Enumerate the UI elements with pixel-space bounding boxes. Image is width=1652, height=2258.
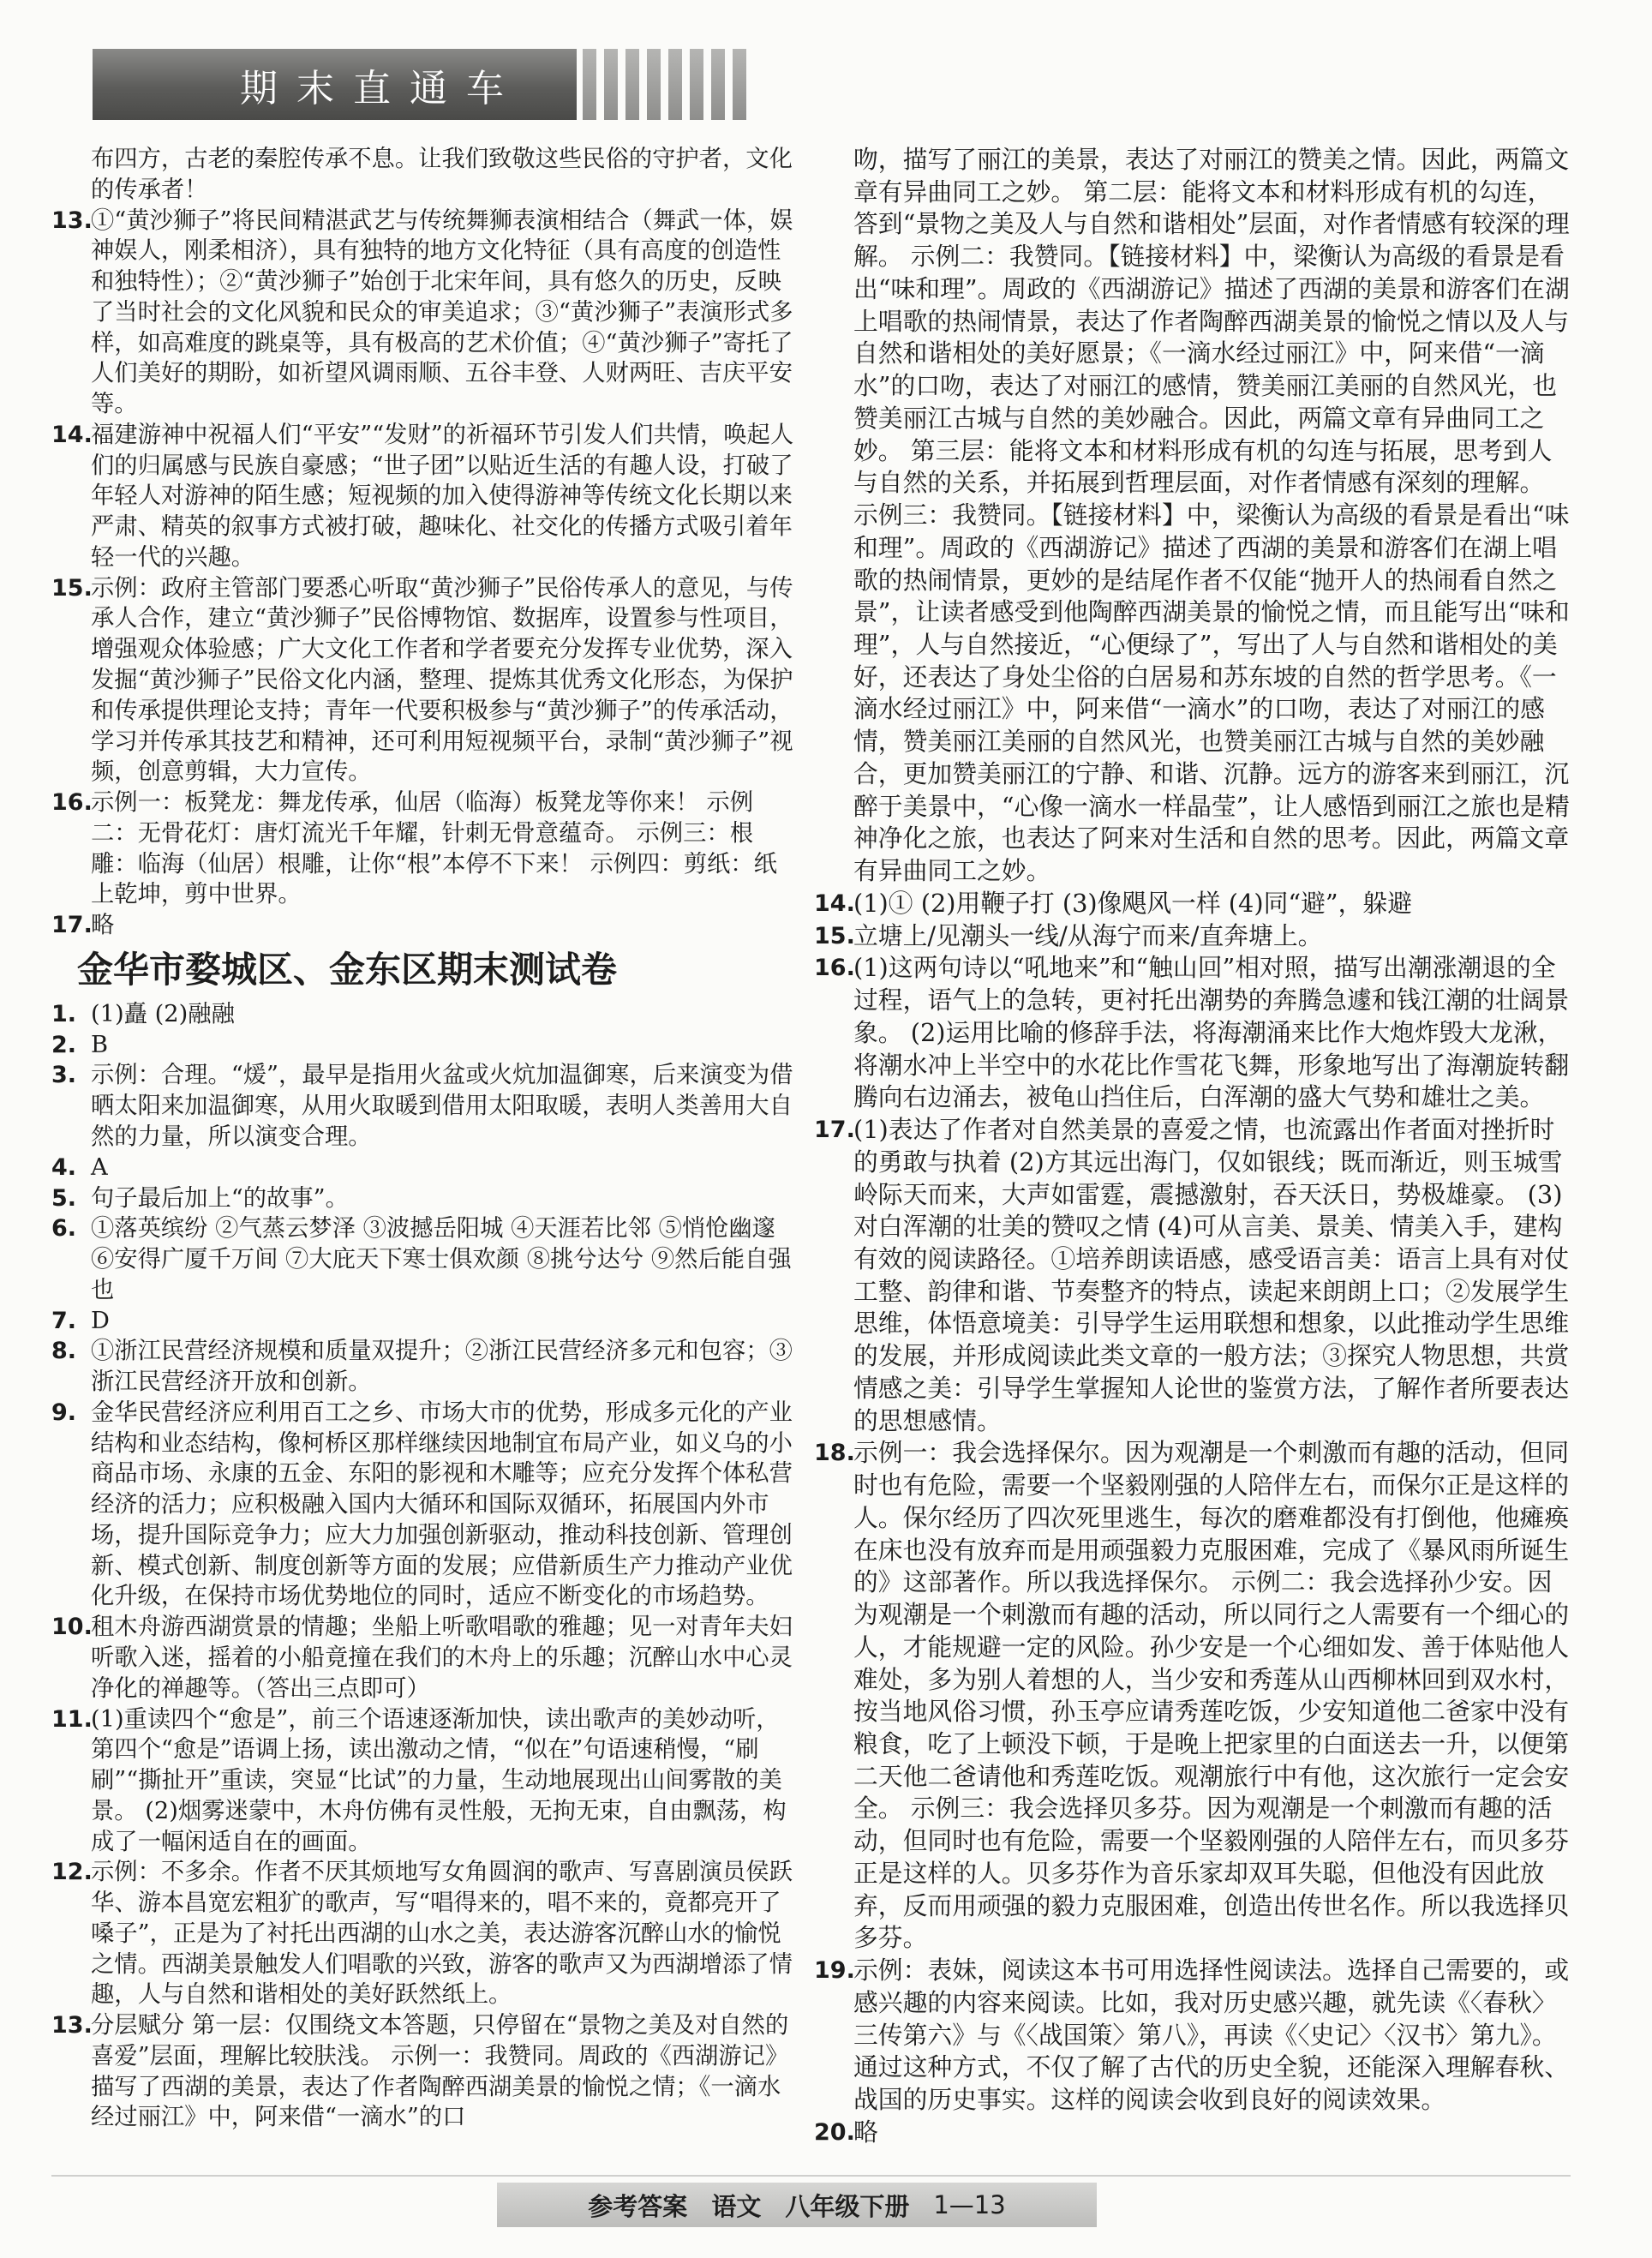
answer-text: 示例：不多余。作者不厌其烦地写女角圆润的歌声、写喜剧演员侯跃华、游本昌宽宏粗犷的歌声，写“唱得来的，唱不来的，竟都亮开了嗓子”，正是为了衬托出西湖的山水之美，表达游客沉醉山水的愉悦之情。西湖美景触发人们唱歌的兴致，游客的歌声又为西湖增添了情趣，人与自然和谐相处的美好跃然纸上。 xyxy=(91,1859,793,2009)
answer-text: 示例一：我会选择保尔。因为观潮是一个刺激而有趣的活动，但同时也有危险，需要一个坚毅刚强的人陪伴左右，而保尔正是这样的人。保尔经历了四次死里逃生，每次的磨难都没有打倒他，他瘫痪在床也没有放弃而是用顽强毅力克服困难，完成了《暴风雨所诞生的》这部著作。所以我选择保尔。 示例二：我会选择孙少安。因为观潮是一个刺激而有趣的活动，所以同行之人需要有一个细心的人，才能规避一定的风险。孙少安是一个心细如发、善于体贴他人难处，多为别人着想的人，当少安和秀莲从山西柳林回到双水村，按当地风俗习惯，孙玉亭应请秀莲吃饭，少安知道他二爸家中没有粮食，吃了上顿没下顿，于是晚上把家里的白面送去一升，以便第二天他二爸请他和秀莲吃饭。观潮旅行中有他，这次旅行一定会安全。 示例三：我会选择贝多芬。因为观潮是一个刺激而有趣的活动，但同时也有危险，需要一个坚毅刚强的人陪伴左右，而贝多芬正是这样的人。贝多芬作为音乐家却双耳失聪，但他没有因此放弃，反而用顽强的毅力克服困难，创造出传世名作。所以我选择贝多芬。 xyxy=(853,1438,1570,1953)
answer-number: 4. xyxy=(51,1153,77,1181)
answer-item xyxy=(51,1398,799,1612)
answer-text: 略 xyxy=(853,2117,878,2147)
footer-subject: 语文 xyxy=(711,2191,762,2221)
answer-number: 9. xyxy=(51,1399,77,1426)
answer-text: 示例：政府主管部门要悉心听取“黄沙狮子”民俗传承人的意见，与传承人合作，建立“黄沙狮子”民俗博物馆、数据库，设置参与性项目，增强观众体验感；广大文化工作者和学者要充分发挥专业优势，深入发掘“黄沙狮子”民俗文化内涵，整理、提炼其优秀文化形态，为保护和传承提供理论支持；青年一代要积极参与“黄沙狮子”的传承活动，学习并传承其技艺和精神，还可利用短视频平台，录制“黄沙狮子”视频，创意剪辑，大力宣传。 xyxy=(91,574,793,786)
answer-text: 句子最后加上“的故事”。 xyxy=(91,1184,349,1212)
answer-item xyxy=(51,999,799,1030)
header-stripes xyxy=(583,49,746,120)
answer-item xyxy=(51,1336,799,1398)
answer-number: 14. xyxy=(814,889,855,917)
answer-item xyxy=(814,1955,1571,2117)
left-column xyxy=(51,144,799,2133)
answer-number: 16. xyxy=(814,955,855,982)
answer-item xyxy=(51,1612,799,1704)
page-header-banner xyxy=(93,49,577,120)
answer-number: 10. xyxy=(51,1614,93,1641)
answer-text: 分层赋分 第一层：仅围绕文本答题，只停留在“景物之美及对自然的喜爱”层面，理解比较肤浅。 示例一：我赞同。周政的《西湖游记》描写了西湖的美景，表达了作者陶醉西湖美景的愉悦之情；《一滴水经过丽江》中，阿来借“一滴水”的口 xyxy=(91,2012,789,2131)
answer-item xyxy=(814,1114,1571,1437)
answer-item xyxy=(51,1153,799,1183)
answer-text: (1)① (2)用鞭子打 (3)像飓风一样 (4)同“避”，躲避 xyxy=(853,888,1413,918)
answer-item xyxy=(814,2117,1571,2149)
answer-number: 17. xyxy=(814,1117,855,1144)
answer-item xyxy=(51,573,799,788)
answer-text: A xyxy=(91,1153,108,1181)
answer-number: 18. xyxy=(814,1440,855,1467)
page-footer xyxy=(497,2183,1097,2227)
answer-item xyxy=(51,788,799,910)
answer-item xyxy=(51,420,799,573)
answer-number: 15. xyxy=(51,574,93,602)
footer-label: 参考答案 xyxy=(588,2191,688,2221)
answer-number: 2. xyxy=(51,1031,77,1058)
answer-item xyxy=(51,1306,799,1337)
answer-number: 13. xyxy=(51,207,93,234)
answer-item xyxy=(814,952,1571,1114)
answer-text: 租木舟游西湖赏景的情趣；坐船上听歌唱歌的雅趣；见一对青年夫妇听歌入迷，摇着的小船竟撞在我们的木舟上的乐趣；沉醉山水中心灵净化的禅趣等。（答出三点即可） xyxy=(91,1614,793,1702)
footer-grade: 八年级下册 xyxy=(785,2191,910,2221)
answer-text: (1)矗 (2)融融 xyxy=(91,1000,235,1027)
answer-text: (1)表达了作者对自然美景的喜爱之情，也流露出作者面对挫折时的勇敢与执着 (2)方其远出海门，仅如银线；既而渐近，则玉城雪岭际天而来，大声如雷霆，震撼激射，吞天沃日，势极雄豪。 (3)对白浑潮的壮美的赞叹之情 (4)可从言美、景美、情美入手，建构有效的阅读路径。①培养朗读语感，感受语言美：语言上具有对仗工整、韵律和谐、节奏整齐的特点，读起来朗朗上口；②发展学生思维，体悟意境美：引导学生运用联想和想象，以此推动学生思维的发展，并形成阅读此类文章的一般方法；③探究人物思想，共赏情感之美：引导学生掌握知人论世的鉴赏方法，了解作者所要表达的思想感情。 xyxy=(853,1115,1570,1435)
answer-item xyxy=(51,1183,799,1214)
answer-text: 福建游神中祝福人们“平安”“发财”的祈福环节引发人们共情，唤起人们的归属感与民族自豪感；“世子团”以贴近生活的有趣人设，打破了年轻人对游神的陌生感；短视频的加入使得游神等传统文化长期以来严肃、精英的叙事方式被打破，趣味化、社交化的传播方式吸引着年轻一代的兴趣。 xyxy=(91,421,794,571)
answer-number: 8. xyxy=(51,1338,77,1365)
answer-item xyxy=(814,888,1571,920)
answer-item xyxy=(51,1030,799,1061)
answer-text: D xyxy=(91,1307,110,1334)
answer-text: ①落英缤纷 ②气蒸云梦泽 ③波撼岳阳城 ④天涯若比邻 ⑤悄怆幽邃 ⑥安得广厦千万间 ⑦大庇天下寒士俱欢颜 ⑧挑兮达兮 ⑨然后能自强也 xyxy=(91,1215,792,1303)
answer-item xyxy=(51,206,799,420)
answer-number: 16. xyxy=(51,789,93,817)
answer-text: 示例：表妹，阅读这本书可用选择性阅读法。选择自己需要的，或感兴趣的内容来阅读。比如，我对历史感兴趣，就先读《〈春秋〉三传第六》与《〈战国策〉第八》，再读《〈史记〉〈汉书〉第九》。通过这种方式，不仅了解了古代的历史全貌，还能深入理解春秋、战国的历史事实。这样的阅读会收到良好的阅读效果。 xyxy=(853,1956,1570,2115)
answer-text: 立塘上/见潮头一线/从海宁而来/直奔塘上。 xyxy=(853,920,1323,950)
answer-number: 15. xyxy=(814,922,855,949)
answer-text: 略 xyxy=(91,912,115,939)
answer-item xyxy=(51,2010,799,2133)
footer-page-number: 1—13 xyxy=(933,2190,1006,2219)
answer-number: 12. xyxy=(51,1859,93,1886)
answer-number: 7. xyxy=(51,1307,77,1334)
answer-text: 金华民营经济应利用百工之乡、市场大市的优势，形成多元化的产业结构和业态结构，像柯桥区那样继续因地制宜布局产业，如义乌的小商品市场、永康的五金、东阳的影视和木雕等；应充分发挥个体私营经济的活力；应积极融入国内大循环和国际双循环，拓展国内外市场，提升国际竞争力；应大力加强创新驱动，推动科技创新、管理创新、模式创新、制度创新等方面的发展；应借新质生产力推动产业优化升级，在保持市场优势地位的同时，适应不断变化的市场趋势。 xyxy=(91,1399,793,1610)
answer-text: (1)这两句诗以“吼地来”和“触山回”相对照，描写出潮涨潮退的全过程，语气上的急转，更衬托出潮势的奔腾急遽和钱江潮的壮阔景象。 (2)运用比喻的修辞手法，将海潮涌来比作大炮炸毁大龙湫，将潮水冲上半空中的水花比作雪花飞舞，形象地写出了海潮旋转翻腾向右边涌去，被龟山挡住后，白浑潮的盛大气势和雄壮之美。 xyxy=(853,953,1570,1112)
answer-text: 示例：合理。“煖”，最早是指用火盆或火炕加温御寒，后来演变为借晒太阳来加温御寒，从用火取暖到借用太阳取暖，表明人类善用大自然的力量，所以演变合理。 xyxy=(91,1062,793,1150)
answer-number: 19. xyxy=(814,1957,855,1985)
answer-number: 5. xyxy=(51,1184,77,1212)
answer-number: 6. xyxy=(51,1215,77,1243)
answer-text: ①浙江民营经济规模和质量双提升；②浙江民营经济多元和包容；③浙江民营经济开放和创新。 xyxy=(91,1338,793,1396)
answer-item xyxy=(51,910,799,941)
answer-continuation: 布四方，古老的秦腔传承不息。让我们致敬这些民俗的守护者，文化的传承者！ xyxy=(91,146,793,203)
section-title: 金华市婺城区、金东区期末测试卷 xyxy=(77,948,618,991)
answer-text: (1)重读四个“愈是”，前三个语速逐渐加快，读出歌声的美妙动听，第四个“愈是”语调上扬，读出激动之情，“似在”句语速稍慢，“刷刷”“撕扯开”重读，突显“比试”的力量，生动地展现出山间雾散的美景。 (2)烟雾迷蒙中，木舟仿佛有灵性般，无拘无束，自由飘荡，构成了一幅闲适自在的画面。 xyxy=(91,1705,787,1855)
answer-number: 14. xyxy=(51,421,93,448)
answer-continuation: 吻，描写了丽江的美景，表达了对丽江的赞美之情。因此，两篇文章有异曲同工之妙。 第二层：能将文本和材料形成有机的勾连，答到“景物之美及人与自然和谐相处”层面，对作者情感有较深的理解。 示例二：我赞同。【链接材料】中，梁衡认为高级的看景是看出“味和理”。周政的《西湖游记》描述了西湖的美景和游客们在湖上唱歌的热闹情景，表达了作者陶醉西湖美景的愉悦之情以及人与自然和谐相处的美好愿景；《一滴水经过丽江》中，阿来借“一滴水”的口吻，表达了对丽江的感情，赞美丽江美丽的自然风光，也赞美丽江古城与自然的美妙融合。因此，两篇文章有异曲同工之妙。 第三层：能将文本和材料形成有机的勾连与拓展，思考到人与自然的关系，并拓展到哲理层面，对作者情感有深刻的理解。 示例三：我赞同。【链接材料】中，梁衡认为高级的看景是看出“味和理”。周政的《西湖游记》描述了西湖的美景和游客们在湖上唱歌的热闹情景，更妙的是结尾作者不仅能“抛开人的热闹看自然之景”，让读者感受到他陶醉西湖美景的愉悦之情，而且能写出“味和理”，人与自然接近，“心便绿了”，写出了人与自然和谐相处的美好，还表达了身处尘俗的白居易和苏东坡的自然的哲学思考。《一滴水经过丽江》中，阿来借“一滴水”的口吻，表达了对丽江的感情，赞美丽江美丽的自然风光，也赞美丽江古城与自然的美妙融合，更加赞美丽江的宁静、和谐、沉静。远方的游客来到丽江，沉醉于美景中，“心像一滴水一样晶莹”，让人感悟到丽江之旅也是精神净化之旅，也表达了阿来对生活和自然的思考。因此，两篇文章有异曲同工之妙。 xyxy=(853,145,1570,886)
answer-item xyxy=(51,1060,799,1152)
answer-item xyxy=(51,1704,799,1858)
answer-item xyxy=(814,1437,1571,1955)
answer-number: 13. xyxy=(51,2012,93,2039)
footer-rule xyxy=(51,2175,1571,2177)
answer-number: 11. xyxy=(51,1705,93,1733)
right-column xyxy=(814,144,1571,2149)
answer-text: B xyxy=(91,1031,109,1058)
answer-number: 1. xyxy=(51,1000,77,1027)
answer-text: 示例一：板凳龙：舞龙传承，仙居（临海）板凳龙等你来！ 示例二：无骨花灯：唐灯流光千年耀，针刺无骨意蕴奇。 示例三：根雕：临海（仙居）根雕，让你“根”本停不下来！ 示例四：剪纸：纸上乾坤，剪中世界。 xyxy=(91,789,777,908)
answer-number: 17. xyxy=(51,912,93,939)
answer-item xyxy=(51,1213,799,1305)
header-title: 期末直通车 xyxy=(240,66,523,111)
answer-item xyxy=(51,1857,799,2010)
answer-number: 20. xyxy=(814,2118,855,2146)
answer-item xyxy=(814,920,1571,953)
answer-number: 3. xyxy=(51,1062,77,1089)
answer-text: ①“黄沙狮子”将民间精湛武艺与传统舞狮表演相结合（舞武一体，娱神娱人，刚柔相济），具有独特的地方文化特征（具有高度的创造性和独特性）；②“黄沙狮子”始创于北宋年间，具有悠久的历史，反映了当时社会的文化风貌和民众的审美追求；③“黄沙狮子”表演形式多样，如高难度的跳桌等，具有极高的艺术价值；④“黄沙狮子”寄托了人们美好的期盼，如祈望风调雨顺、五谷丰登、人财两旺、吉庆平安等。 xyxy=(91,207,793,418)
